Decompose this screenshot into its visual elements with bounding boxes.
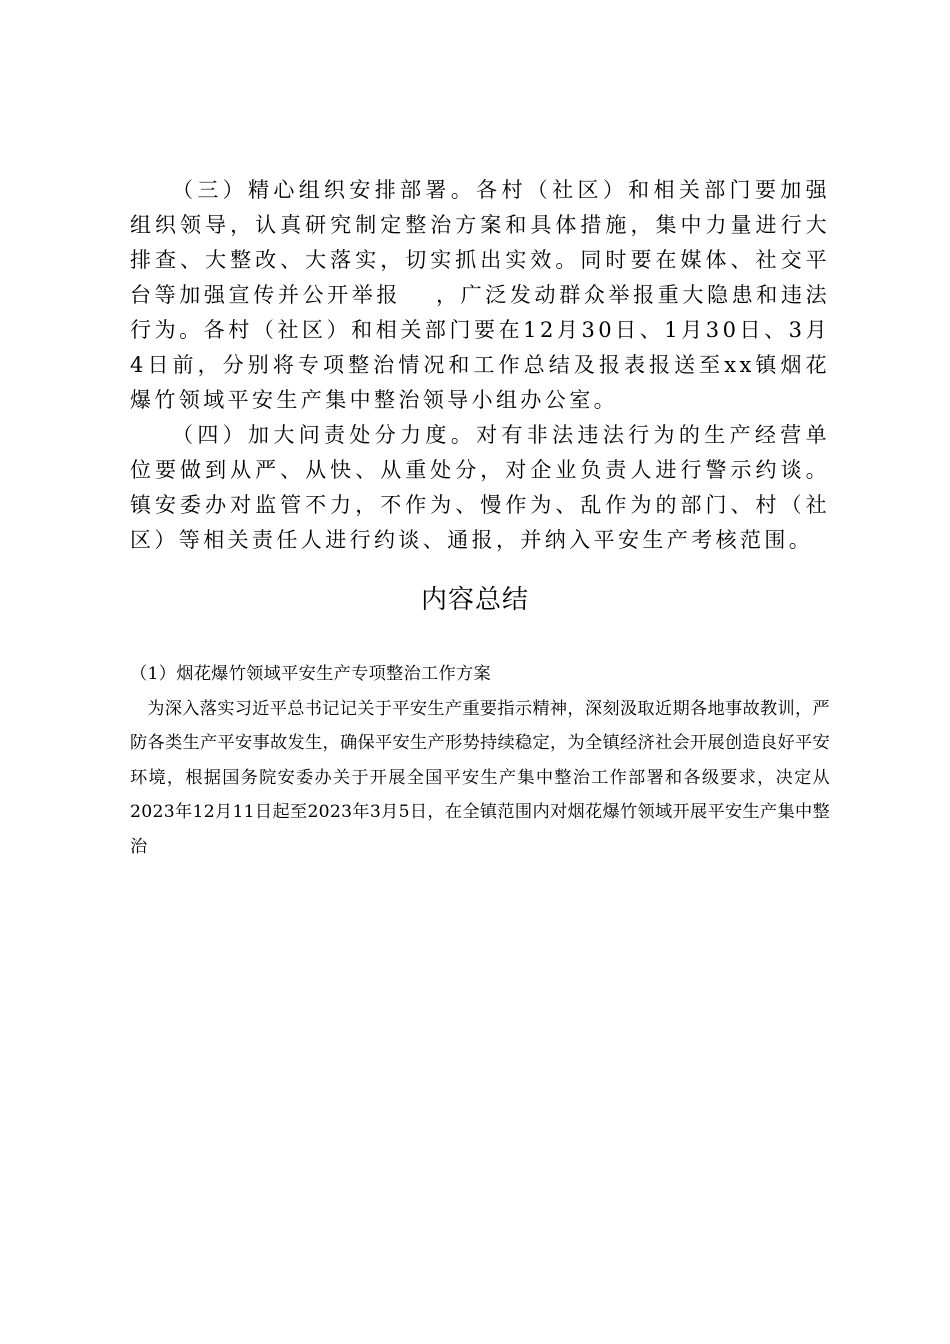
summary-body: 为深入落实习近平总书记记关于平安生产重要指示精神，深刻汲取近期各地事故教训，严防各类生产平安事故发生，确保平安生产形势持续稳定，为全镇经济社会开展创造良好平安环境，根据国务院安委办关于开展全国平安生产集中整治工作部署和各级要求，决定从2023年12月11日起至2023年3月5日，在全镇范围内对烟花爆竹领域开展平安生产集中整治 xyxy=(130,698,830,857)
summary-heading: （1）烟花爆竹领域平安生产专项整治工作方案 xyxy=(130,664,491,684)
main-body-text xyxy=(130,173,830,558)
paragraph-accountability: （四）加大问责处分力度。对有非法违法行为的生产经营单位要做到从严、从快、从重处分，对企业负责人进行警示约谈。镇安委办对监管不力，不作为、慢作为、乱作为的部门、村（社区）等相关责任人进行约谈、通报，并纳入平安生产考核范围。 xyxy=(130,423,830,552)
paragraph-organize-deployment: （三）精心组织安排部署。各村（社区）和相关部门要加强组织领导，认真研究制定整治方案和具体措施，集中力量进行大排查、大整改、大落实，切实抓出实效。同时要在媒体、社交平台等加强宣传并公开举报 ，广泛发动群众举报重大隐患和违法行为。各村（社区）和相关部门要在12月30日、1月30日、3月4日前，分别将专项整治情况和工作总结及报表报送至xx镇烟花爆竹领域平安生产集中整治领导小组办公室。 xyxy=(130,178,830,412)
summary-title: 内容总结 xyxy=(420,585,529,615)
summary-section xyxy=(130,657,830,864)
